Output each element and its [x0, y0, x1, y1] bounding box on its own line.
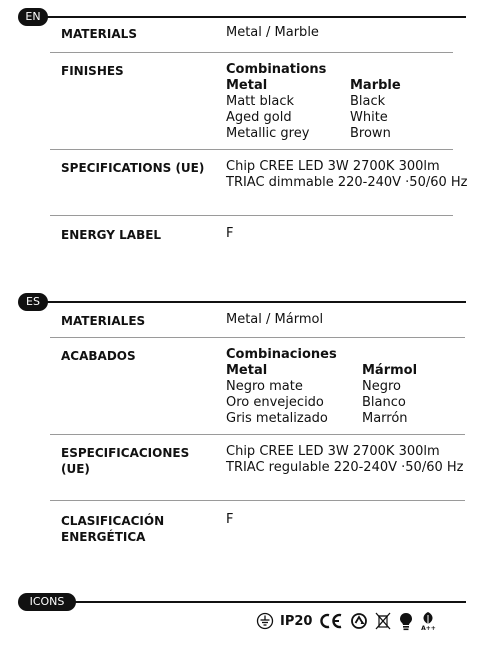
- lang-tag-en: EN: [18, 8, 48, 26]
- metal-finish: Aged gold: [226, 110, 292, 125]
- spec-line-2: TRIAC regulable 220-240V ·50/60 Hz: [226, 460, 464, 475]
- section-divider-en: [46, 16, 466, 18]
- finishes-marble-column: [350, 78, 401, 142]
- metal-finish: Metallic grey: [226, 126, 310, 141]
- clasificacion-label-line1: CLASIFICACIÓN: [61, 514, 165, 528]
- section-divider-es: [46, 301, 466, 303]
- row-divider: [50, 500, 465, 501]
- spec-line-2: TRIAC dimmable 220-240V ·50/60 Hz: [226, 175, 468, 190]
- finishes-metal-column: [226, 78, 309, 142]
- section-divider-icons: [74, 601, 466, 603]
- materiales-value: Metal / Mármol: [226, 312, 324, 327]
- acabados-label: ACABADOS: [61, 349, 136, 363]
- ip20-icon: IP20: [280, 613, 313, 629]
- energy-label-value: F: [226, 226, 234, 241]
- energy-leaf-icon: [420, 611, 436, 632]
- marble-finish: White: [350, 110, 388, 125]
- certification-icons: [256, 610, 436, 632]
- spec-line-1: Chip CREE LED 3W 2700K 300lm: [226, 159, 440, 174]
- clasificacion-value: F: [226, 512, 234, 527]
- especificaciones-label: [61, 445, 211, 477]
- earth-ground-icon: [256, 612, 274, 630]
- materiales-label: MATERIALES: [61, 314, 146, 328]
- row-divider: [50, 434, 465, 435]
- metal-column-title: Metal: [226, 363, 268, 378]
- row-divider: [50, 52, 453, 53]
- led-bulb-icon: [398, 611, 414, 631]
- lang-tag-es: ES: [18, 293, 48, 311]
- energy-class-text: A++: [421, 624, 436, 632]
- row-divider: [50, 149, 453, 150]
- especificaciones-label-line2: (UE): [61, 462, 90, 476]
- materials-label: MATERIALS: [61, 27, 137, 41]
- acabados-heading: Combinaciones: [226, 347, 337, 362]
- weee-bin-icon: [374, 611, 392, 631]
- metal-finish: Gris metalizado: [226, 411, 328, 426]
- especificaciones-label-line1: ESPECIFICACIONES: [61, 446, 190, 460]
- finishes-label: FINISHES: [61, 64, 124, 78]
- marble-column-title: Mármol: [362, 363, 418, 378]
- metal-finish: Matt black: [226, 94, 295, 109]
- marble-finish: Blanco: [362, 395, 406, 410]
- acabados-metal-column: [226, 363, 328, 427]
- recycle-icon: [350, 612, 368, 630]
- specifications-label: SPECIFICATIONS (UE): [61, 161, 205, 175]
- spec-line-1: Chip CREE LED 3W 2700K 300lm: [226, 444, 440, 459]
- energy-label-label: ENERGY LABEL: [61, 228, 162, 242]
- icons-tag: ICONS: [18, 593, 76, 611]
- clasificacion-label: [61, 513, 211, 545]
- metal-column-title: Metal: [226, 78, 268, 93]
- finishes-heading: Combinations: [226, 62, 327, 77]
- metal-finish: Negro mate: [226, 379, 303, 394]
- marble-finish: Black: [350, 94, 386, 109]
- ce-mark-icon: [318, 612, 344, 630]
- acabados-marble-column: [362, 363, 417, 427]
- marble-column-title: Marble: [350, 78, 401, 93]
- row-divider: [50, 215, 453, 216]
- marble-finish: Negro: [362, 379, 401, 394]
- clasificacion-label-line2: ENERGÉTICA: [61, 530, 146, 544]
- marble-finish: Brown: [350, 126, 391, 141]
- materials-value: Metal / Marble: [226, 25, 319, 40]
- row-divider: [50, 337, 465, 338]
- metal-finish: Oro envejecido: [226, 395, 324, 410]
- marble-finish: Marrón: [362, 411, 408, 426]
